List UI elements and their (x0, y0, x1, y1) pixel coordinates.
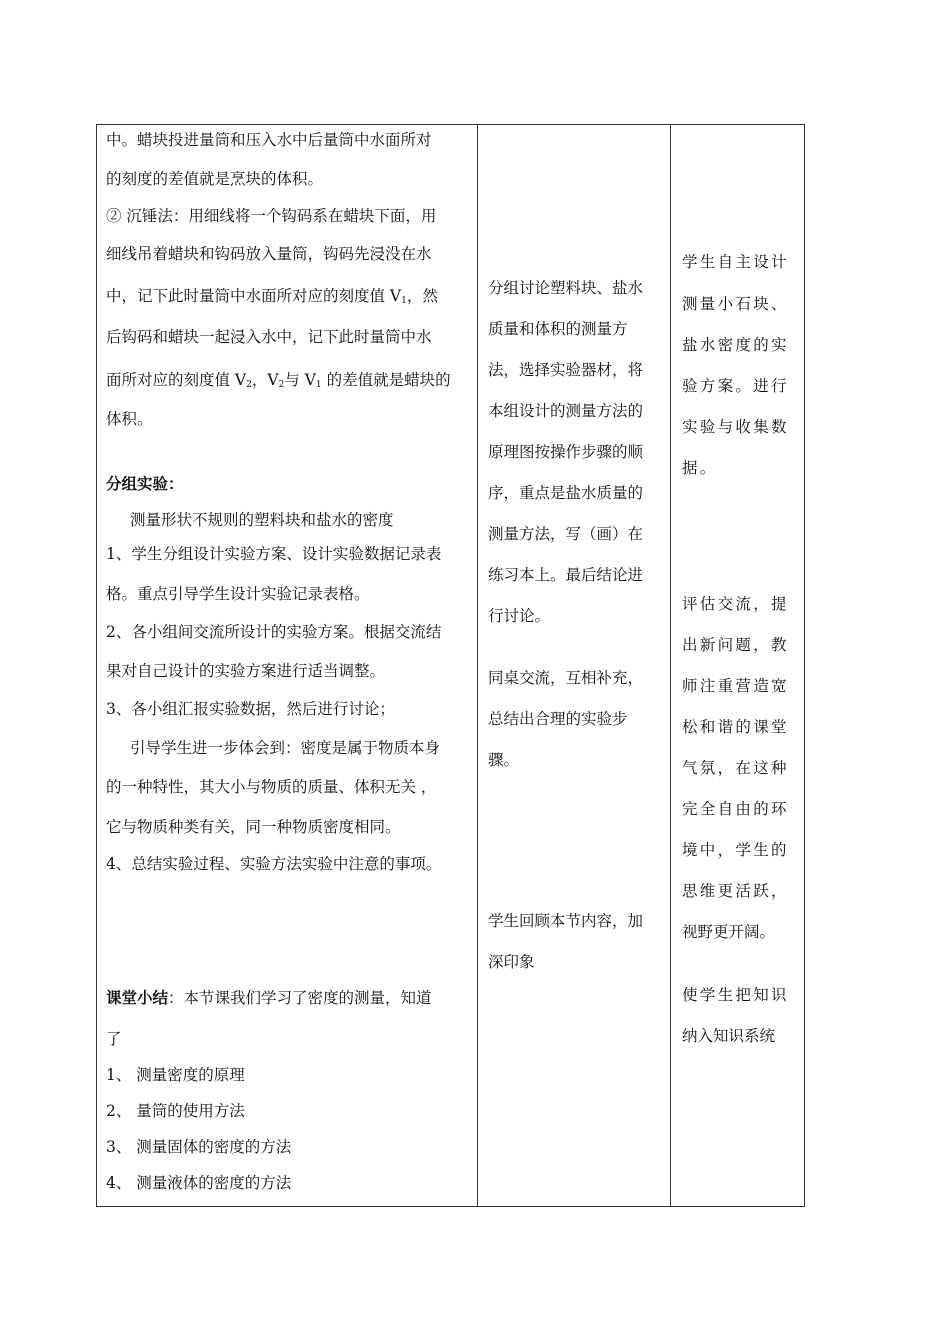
summary-item: 2、 量筒的使用方法 (106, 1102, 245, 1120)
text-line-with-v2-v1: 面所对应的刻度值 $V_2$，$V_2$与 $V_1$ 的差值就是蜡块的 (106, 371, 451, 390)
text-line: 4、总结实验过程、实验方法实验中注意的事项。 (106, 855, 442, 873)
text-line: 纳入知识系统 (682, 1027, 776, 1045)
summary-heading: 课堂小结 (106, 988, 169, 1007)
text-line: 学生回顾本节内容，加 (488, 912, 644, 930)
summary-item: 1、 测量密度的原理 (106, 1066, 245, 1084)
text-line: 了 (106, 1030, 122, 1048)
text-line: 引导学生进一步体会到：密度是属于物质本身 (130, 739, 441, 757)
text-line: 视野更开阔。 (682, 923, 776, 941)
text-line: 使学生把知识 (682, 986, 789, 1004)
text-line: 学生自主设计 (682, 253, 789, 271)
text-line: 果对自己设计的实验方案进行适当调整。 (106, 662, 386, 680)
text-line: 验方案。进行 (682, 377, 789, 395)
text-line: 的刻度的差值就是烹块的体积。 (106, 170, 324, 188)
summary-item: 3、 测量固体的密度的方法 (106, 1138, 292, 1156)
text-line: 后钩码和蜡块一起浸入水中，记下此时量筒中水 (106, 328, 432, 346)
text-line: 完全自由的环 (682, 800, 789, 818)
summary-line: 课堂小结：本节课我们学习了密度的测量，知道 (106, 988, 432, 1007)
text-line: 同桌交流，互相补充， (488, 669, 644, 687)
text-line: 骤。 (488, 751, 520, 769)
text-line: 测量方法，写（画）在 (488, 525, 644, 543)
text-line: 练习本上。最后结论进 (488, 566, 644, 584)
text-line: 质量和体积的测量方 (488, 320, 628, 338)
text-line: 它与物质种类有关，同一种物质密度相同。 (106, 818, 401, 836)
text-line: 法，选择实验器材，将 (488, 361, 644, 379)
text-line: 细线吊着蜡块和钩码放入量筒，钩码先浸没在水 (106, 245, 432, 263)
column-divider-left (477, 124, 478, 1207)
text-line: 行讨论。 (488, 607, 551, 625)
text-line: 出新问题，教 (682, 636, 789, 654)
group-experiment-heading: 分组实验： (106, 474, 184, 493)
text-line: 境中，学生的 (682, 841, 789, 859)
text-line: 深印象 (488, 953, 535, 971)
text-line: 实验与收集数 (682, 418, 789, 436)
text-line: 序，重点是盐水质量的 (488, 484, 644, 502)
text-line: 盐水密度的实 (682, 336, 789, 354)
column-divider-right (670, 124, 671, 1207)
text-line: 据。 (682, 459, 718, 477)
text-line: 气氛，在这种 (682, 759, 789, 777)
text-line: 格。重点引导学生设计实验记录表格。 (106, 585, 370, 603)
text-line: 师注重营造宽 (682, 677, 789, 695)
text-line: 体积。 (106, 410, 153, 428)
text-line: 测量形状不规则的塑料块和盐水的密度 (130, 511, 394, 529)
text-line: 2、各小组间交流所设计的实验方案。根据交流结 (106, 623, 442, 641)
text-line: 思维更活跃， (682, 882, 789, 900)
text-line: 本组设计的测量方法的 (488, 402, 644, 420)
text-line: 原理图按操作步骤的顺 (488, 443, 644, 461)
summary-item: 4、 测量液体的密度的方法 (106, 1174, 292, 1192)
text-line: 测量小石块、 (682, 295, 789, 313)
text-line: 的一种特性，其大小与物质的质量、体积无关 ， (106, 778, 437, 796)
text-line: 3、各小组汇报实验数据，然后进行讨论； (106, 700, 395, 718)
text-line: 松和谐的课堂 (682, 718, 789, 736)
text-line: 中。蜡块投进量筒和压入水中后量筒中水面所对 (106, 131, 432, 149)
text-line: 评估交流，提 (682, 595, 789, 613)
text-line: 分组讨论塑料块、盐水 (488, 279, 644, 297)
text-line: 总结出合理的实验步 (488, 710, 628, 728)
text-line: ② 沉锤法：用细线将一个钩码系在蜡块下面，用 (106, 207, 437, 225)
text-line-with-v1: 中，记下此时量筒中水面所对应的刻度值 $V_1$，然 (106, 287, 438, 306)
text-line: 1、学生分组设计实验方案、设计实验数据记录表 (106, 545, 442, 563)
